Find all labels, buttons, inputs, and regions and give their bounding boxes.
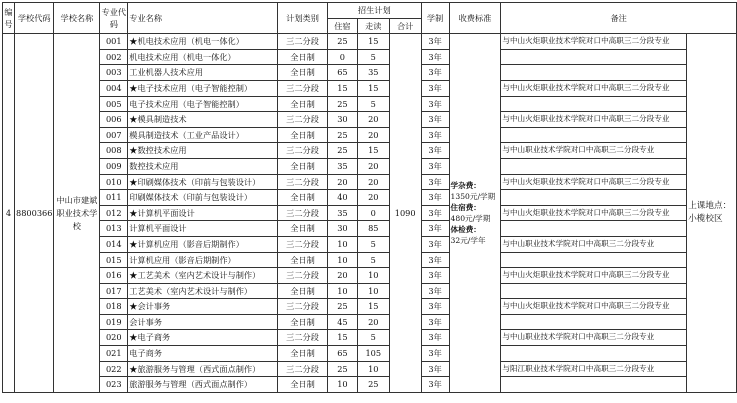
row-remark [501, 158, 687, 174]
row-boarding: 10 [327, 283, 357, 299]
table-row [3, 299, 737, 315]
row-major-code: 015 [100, 252, 128, 268]
row-major-name: 工业机器人技术应用 [128, 65, 278, 81]
school-code: 8800366 [14, 34, 53, 393]
row-major-code: 011 [100, 190, 128, 206]
row-remark [501, 96, 687, 112]
row-duration: 3年 [421, 314, 449, 330]
fee-line: 480元/学期 [450, 214, 491, 224]
enrollment-table [2, 2, 737, 393]
table-row [3, 330, 737, 346]
fee-line: 32元/学年 [450, 236, 486, 246]
row-major-name: 计算机平面设计 [128, 221, 278, 237]
row-major-name: ★旅游服务与管理（西式面点制作） [128, 361, 278, 377]
table-row [3, 236, 737, 252]
header-school-code: 学校代码 [14, 3, 53, 34]
row-plan-type: 三二分段 [278, 143, 328, 159]
row-boarding: 25 [327, 34, 357, 50]
row-remark: 与中山火炬职业技术学院对口中高职三二分段专业 [501, 80, 687, 96]
row-remark: 与中山职业技术学院对口中高职三二分段专业 [501, 143, 687, 159]
row-remark [501, 127, 687, 143]
row-duration: 3年 [421, 143, 449, 159]
table-row [3, 96, 737, 112]
row-boarding: 25 [327, 143, 357, 159]
row-major-name: ★计算机应用（影音后期制作） [128, 236, 278, 252]
school-total: 1090 [389, 34, 421, 393]
row-day: 25 [357, 377, 389, 393]
row-major-name: 电子商务 [128, 346, 278, 362]
row-day: 5 [357, 330, 389, 346]
row-day: 0 [357, 205, 389, 221]
row-major-name: ★模具制造技术 [128, 112, 278, 128]
row-plan-type: 三二分段 [278, 112, 328, 128]
table-row [3, 174, 737, 190]
table-row [3, 158, 737, 174]
row-plan-type: 全日制 [278, 190, 328, 206]
row-plan-type: 全日制 [278, 252, 328, 268]
row-major-code: 012 [100, 205, 128, 221]
row-boarding: 35 [327, 205, 357, 221]
row-boarding: 0 [327, 49, 357, 65]
row-day: 5 [357, 49, 389, 65]
row-boarding: 30 [327, 112, 357, 128]
row-plan-type: 三二分段 [278, 299, 328, 315]
row-duration: 3年 [421, 34, 449, 50]
row-major-name: ★印刷媒体技术（印前与包装设计） [128, 174, 278, 190]
row-remark [501, 283, 687, 299]
row-remark: 与中山火炬职业技术学院对口中高职三二分段专业 [501, 174, 687, 190]
row-duration: 3年 [421, 252, 449, 268]
table-row [3, 268, 737, 284]
row-duration: 3年 [421, 283, 449, 299]
row-major-name: ★电子技术应用（电子智能控制） [128, 80, 278, 96]
table-row [3, 361, 737, 377]
row-major-name: ★机电技术应用（机电一体化） [128, 34, 278, 50]
row-day: 10 [357, 283, 389, 299]
row-duration: 3年 [421, 330, 449, 346]
row-day: 15 [357, 80, 389, 96]
row-boarding: 25 [327, 299, 357, 315]
row-plan-type: 三二分段 [278, 361, 328, 377]
row-major-code: 014 [100, 236, 128, 252]
row-duration: 3年 [421, 299, 449, 315]
row-boarding: 10 [327, 236, 357, 252]
row-major-name: 电子技术应用（电子智能控制） [128, 96, 278, 112]
row-remark [501, 190, 687, 206]
fee-standard [449, 34, 501, 393]
row-major-name: ★数控技术应用 [128, 143, 278, 159]
row-boarding: 15 [327, 80, 357, 96]
row-boarding: 25 [327, 127, 357, 143]
header-day: 走读 [357, 18, 389, 34]
row-boarding: 10 [327, 252, 357, 268]
row-major-name: 工艺美术（室内艺术设计与制作） [128, 283, 278, 299]
row-duration: 3年 [421, 112, 449, 128]
row-boarding: 30 [327, 221, 357, 237]
row-boarding: 25 [327, 96, 357, 112]
row-plan-type: 三二分段 [278, 205, 328, 221]
row-major-name: 计算机应用（影音后期制作） [128, 252, 278, 268]
row-duration: 3年 [421, 174, 449, 190]
school-name: 中山市建斌职业技术学校 [54, 34, 100, 393]
row-boarding: 25 [327, 361, 357, 377]
row-plan-type: 三二分段 [278, 34, 328, 50]
row-plan-type: 全日制 [278, 314, 328, 330]
row-day: 15 [357, 299, 389, 315]
table-row [3, 190, 737, 206]
table-row [3, 221, 737, 237]
row-day: 85 [357, 221, 389, 237]
row-remark: 与中山职业技术学院对口中高职三二分段专业 [501, 236, 687, 252]
row-boarding: 15 [327, 330, 357, 346]
row-boarding: 65 [327, 65, 357, 81]
row-boarding: 20 [327, 174, 357, 190]
row-remark [501, 252, 687, 268]
row-day: 20 [357, 127, 389, 143]
row-major-name: 数控技术应用 [128, 158, 278, 174]
row-day: 5 [357, 252, 389, 268]
row-major-name: 印刷媒体技术（印前与包装设计） [128, 190, 278, 206]
row-day: 35 [357, 65, 389, 81]
row-day: 15 [357, 34, 389, 50]
fee-line: 1350元/学期 [450, 192, 496, 202]
table-row [3, 112, 737, 128]
row-day: 5 [357, 96, 389, 112]
row-remark: 与阳江职业技术学院对口中高职三二分段专业 [501, 361, 687, 377]
row-major-name: ★会计事务 [128, 299, 278, 315]
row-plan-type: 全日制 [278, 127, 328, 143]
school-seq: 4 [3, 34, 15, 393]
row-remark: 与中山火炬职业技术学院对口中高职三二分段专业 [501, 299, 687, 315]
row-plan-type: 全日制 [278, 221, 328, 237]
row-day: 5 [357, 236, 389, 252]
row-duration: 3年 [421, 96, 449, 112]
row-day: 10 [357, 361, 389, 377]
row-duration: 3年 [421, 236, 449, 252]
row-major-code: 007 [100, 127, 128, 143]
row-remark: 与中山职业技术学院对口中高职三二分段专业 [501, 330, 687, 346]
table-row [3, 205, 737, 221]
header-duration: 学制 [421, 3, 449, 34]
row-plan-type: 三二分段 [278, 330, 328, 346]
row-major-code: 002 [100, 49, 128, 65]
table-row [3, 127, 737, 143]
header-major-name: 专业名称 [128, 3, 278, 34]
row-major-code: 009 [100, 158, 128, 174]
row-duration: 3年 [421, 268, 449, 284]
row-plan-type: 三二分段 [278, 268, 328, 284]
row-major-code: 010 [100, 174, 128, 190]
row-major-code: 022 [100, 361, 128, 377]
row-remark [501, 377, 687, 393]
row-remark: 与中山火炬职业技术学院对口中高职三二分段专业 [501, 34, 687, 50]
row-duration: 3年 [421, 49, 449, 65]
row-duration: 3年 [421, 221, 449, 237]
table-row [3, 283, 737, 299]
header-major-code: 专业代码 [100, 3, 128, 34]
fee-line: 学杂费： [450, 181, 481, 191]
row-day: 20 [357, 174, 389, 190]
header-remark: 备注 [501, 3, 737, 34]
row-plan-type: 三二分段 [278, 174, 328, 190]
header-school-name: 学校名称 [54, 3, 100, 34]
row-boarding: 40 [327, 190, 357, 206]
row-plan-type: 全日制 [278, 283, 328, 299]
table-row [3, 314, 737, 330]
row-plan-type: 全日制 [278, 377, 328, 393]
row-major-name: 旅游服务与管理（西式面点制作） [128, 377, 278, 393]
row-major-code: 020 [100, 330, 128, 346]
table-row [3, 252, 737, 268]
row-day: 10 [357, 268, 389, 284]
table-row [3, 377, 737, 393]
row-duration: 3年 [421, 205, 449, 221]
header-total: 合计 [389, 18, 421, 34]
row-plan-type: 全日制 [278, 158, 328, 174]
row-duration: 3年 [421, 361, 449, 377]
header-fee: 收费标准 [449, 3, 501, 34]
row-major-name: ★电子商务 [128, 330, 278, 346]
row-day: 105 [357, 346, 389, 362]
row-plan-type: 全日制 [278, 346, 328, 362]
class-location: 上课地点：小榄校区 [687, 34, 737, 393]
row-major-code: 006 [100, 112, 128, 128]
row-day: 20 [357, 112, 389, 128]
row-major-name: ★工艺美术（室内艺术设计与制作） [128, 268, 278, 284]
row-boarding: 35 [327, 158, 357, 174]
table-row [3, 34, 737, 50]
row-major-code: 018 [100, 299, 128, 315]
row-duration: 3年 [421, 65, 449, 81]
row-major-code: 023 [100, 377, 128, 393]
row-plan-type: 全日制 [278, 96, 328, 112]
table-row [3, 80, 737, 96]
row-duration: 3年 [421, 158, 449, 174]
row-major-name: 会计事务 [128, 314, 278, 330]
table-body [3, 34, 737, 393]
row-remark [501, 65, 687, 81]
row-major-code: 019 [100, 314, 128, 330]
row-plan-type: 全日制 [278, 49, 328, 65]
row-remark: 与中山火炬职业技术学院对口中高职三二分段专业 [501, 112, 687, 128]
row-plan-type: 全日制 [278, 65, 328, 81]
row-major-code: 017 [100, 283, 128, 299]
table-row [3, 143, 737, 159]
row-boarding: 10 [327, 377, 357, 393]
row-boarding: 65 [327, 346, 357, 362]
row-major-code: 013 [100, 221, 128, 237]
header-seq: 编号 [3, 3, 15, 34]
row-remark: 与中山火炬职业技术学院对口中高职三二分段专业 [501, 268, 687, 284]
row-remark: 与中山火炬职业技术学院对口中高职三二分段专业 [501, 205, 687, 221]
header-plan-type: 计划类别 [278, 3, 328, 34]
row-duration: 3年 [421, 127, 449, 143]
row-boarding: 45 [327, 314, 357, 330]
row-major-name: 模具制造技术（工业产品设计） [128, 127, 278, 143]
row-major-code: 008 [100, 143, 128, 159]
row-major-code: 005 [100, 96, 128, 112]
fee-line: 体检费： [450, 225, 481, 235]
row-duration: 3年 [421, 377, 449, 393]
row-day: 20 [357, 190, 389, 206]
header-enroll-plan: 招生计划 [327, 3, 421, 19]
row-major-name: ★计算机平面设计 [128, 205, 278, 221]
table-row [3, 49, 737, 65]
row-major-code: 001 [100, 34, 128, 50]
row-boarding: 20 [327, 268, 357, 284]
fee-line: 住宿费： [450, 203, 481, 213]
row-major-code: 016 [100, 268, 128, 284]
row-major-name: 机电技术应用（机电一体化） [128, 49, 278, 65]
row-remark [501, 221, 687, 237]
row-plan-type: 三二分段 [278, 80, 328, 96]
row-day: 15 [357, 143, 389, 159]
row-day: 20 [357, 314, 389, 330]
table-row [3, 65, 737, 81]
row-major-code: 021 [100, 346, 128, 362]
row-duration: 3年 [421, 80, 449, 96]
row-day: 20 [357, 158, 389, 174]
table-row [3, 346, 737, 362]
row-major-code: 004 [100, 80, 128, 96]
header-boarding: 住宿 [327, 18, 357, 34]
row-major-code: 003 [100, 65, 128, 81]
row-duration: 3年 [421, 190, 449, 206]
row-remark [501, 314, 687, 330]
row-remark [501, 49, 687, 65]
row-duration: 3年 [421, 346, 449, 362]
row-plan-type: 三二分段 [278, 236, 328, 252]
row-remark [501, 346, 687, 362]
